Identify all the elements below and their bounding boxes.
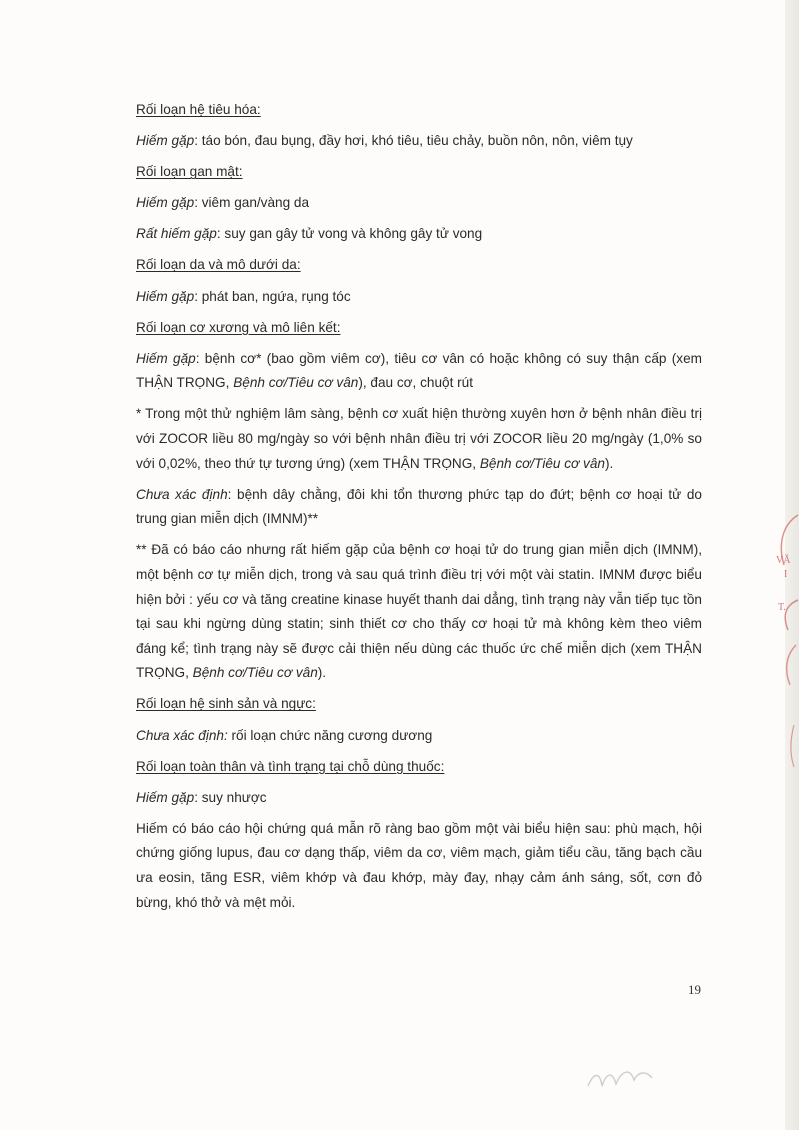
frequency-label: Hiếm gặp	[136, 350, 196, 366]
cross-reference: Bệnh cơ/Tiêu cơ vân	[192, 665, 318, 681]
footnote-text-end: ).	[604, 455, 614, 471]
frequency-label: Hiếm gặp	[136, 195, 195, 211]
entry-text: : suy gan gây tử vong và không gây tử vong	[216, 226, 483, 242]
footnote-double-star	[136, 538, 702, 686]
entry-general-rare	[136, 786, 702, 811]
entry-text-end: ), đau cơ, chuột rút	[358, 375, 474, 391]
section-heading-digestive: Rối loạn hệ tiêu hóa:	[136, 102, 261, 117]
entry-skin-rare	[136, 285, 702, 310]
entry-musculoskeletal-rare	[136, 347, 702, 396]
frequency-label: Chưa xác định	[136, 486, 228, 502]
entry-musculoskeletal-unknown	[136, 483, 702, 532]
handwritten-mark-icon	[580, 1058, 660, 1098]
entry-text: : bệnh cơ* (bao gồm viêm cơ), tiêu cơ vân có hoặc không có suy thận cấp (xem THẬN TRỌNG,	[136, 350, 702, 391]
entry-text: : táo bón, đau bụng, đầy hơi, khó tiêu, tiêu chảy, buồn nôn, nôn, viêm tụy	[194, 133, 633, 149]
entry-text: rối loạn chức năng cương dương	[227, 727, 433, 743]
entry-reproductive-unknown	[136, 724, 702, 749]
cross-reference: Bệnh cơ/Tiêu cơ vân	[479, 455, 605, 471]
section-heading-hepatobiliary: Rối loạn gan mật:	[136, 164, 243, 180]
entry-hepatobiliary-very-rare	[136, 222, 702, 247]
frequency-label: Hiếm gặp	[136, 288, 195, 304]
hypersensitivity-paragraph: Hiếm có báo cáo hội chứng quá mẫn rõ ràng bao gồm một vài biểu hiện sau: phù mạch, hội chứng giống lupus, đau cơ dạng thấp, viêm da cơ, viêm mạch, giảm tiểu cầu, tăng bạch cầu ưa eosin, tăng ESR, viêm khớp và đau khớp, mày đay, nhạy cảm ánh sáng, sốt, cơn đỏ bừng, khó thở và mệt mỏi.	[136, 820, 702, 910]
entry-digestive-rare	[136, 129, 702, 154]
stamp-text-fragment: I	[784, 569, 788, 580]
footnote-text: ** Đã có báo cáo nhưng rất hiếm gặp của bệnh cơ hoại tử do trung gian miễn dịch (IMNM), một bệnh cơ tự miễn dịch, trong và sau quá trình điều trị với một vài statin. IMNM được biểu hiện bởi : yếu cơ và tăng creatine kinase huyết thanh dai dẳng, tình trạng này vẫn tiếp tục tồn tại sau khi ngừng dùng statin; sinh thiết cơ cho thấy cơ hoại tử mà không kèm theo viêm đáng kể; tình trạng này sẽ được cải thiện nếu dùng các thuốc ức chế miễn dịch (xem THẬN TRỌNG,	[136, 542, 702, 681]
document-body	[136, 98, 702, 922]
entry-text: : phát ban, ngứa, rụng tóc	[194, 288, 351, 304]
frequency-label: Hiếm gặp	[136, 789, 195, 805]
section-heading-musculoskeletal: Rối loạn cơ xương và mô liên kết:	[136, 319, 341, 335]
section-heading-skin: Rối loạn da và mô dưới da:	[136, 257, 301, 273]
section-heading-general: Rối loạn toàn thân và tình trạng tại chỗ dùng thuốc:	[136, 758, 445, 774]
cross-reference: Bệnh cơ/Tiêu cơ vân	[233, 375, 359, 391]
entry-text: : suy nhược	[194, 789, 267, 805]
entry-text: : bệnh dây chằng, đôi khi tổn thương phức tạp do đứt; bệnh cơ hoại tử do trung gian miễn dịch (IMNM)**	[136, 486, 702, 527]
stamp-text-fragment: T.	[778, 602, 786, 613]
stamp-arc-icon	[760, 505, 799, 785]
frequency-label: Rất hiếm gặp	[136, 226, 217, 242]
entry-hepatobiliary-rare	[136, 191, 702, 216]
page-number: 19	[688, 982, 701, 997]
footnote-text-end: ).	[317, 665, 327, 681]
stamp-text-fragment: VĂ	[776, 555, 791, 566]
footnote-text: * Trong một thử nghiệm lâm sàng, bệnh cơ xuất hiện thường xuyên hơn ở bệnh nhân điều trị với ZOCOR liều 80 mg/ngày so với bệnh nhân điều trị với ZOCOR liều 20 mg/ngày (1,0% so với 0,02%, theo thứ tự tương ứng) (xem THẬN TRỌNG,	[136, 406, 702, 471]
footnote-single-star	[136, 402, 702, 476]
frequency-label: Hiếm gặp	[136, 133, 195, 149]
frequency-label: Chưa xác định:	[136, 727, 228, 743]
entry-text: : viêm gan/vàng da	[194, 195, 310, 211]
section-heading-reproductive: Rối loạn hệ sinh sản và ngực:	[136, 696, 316, 712]
